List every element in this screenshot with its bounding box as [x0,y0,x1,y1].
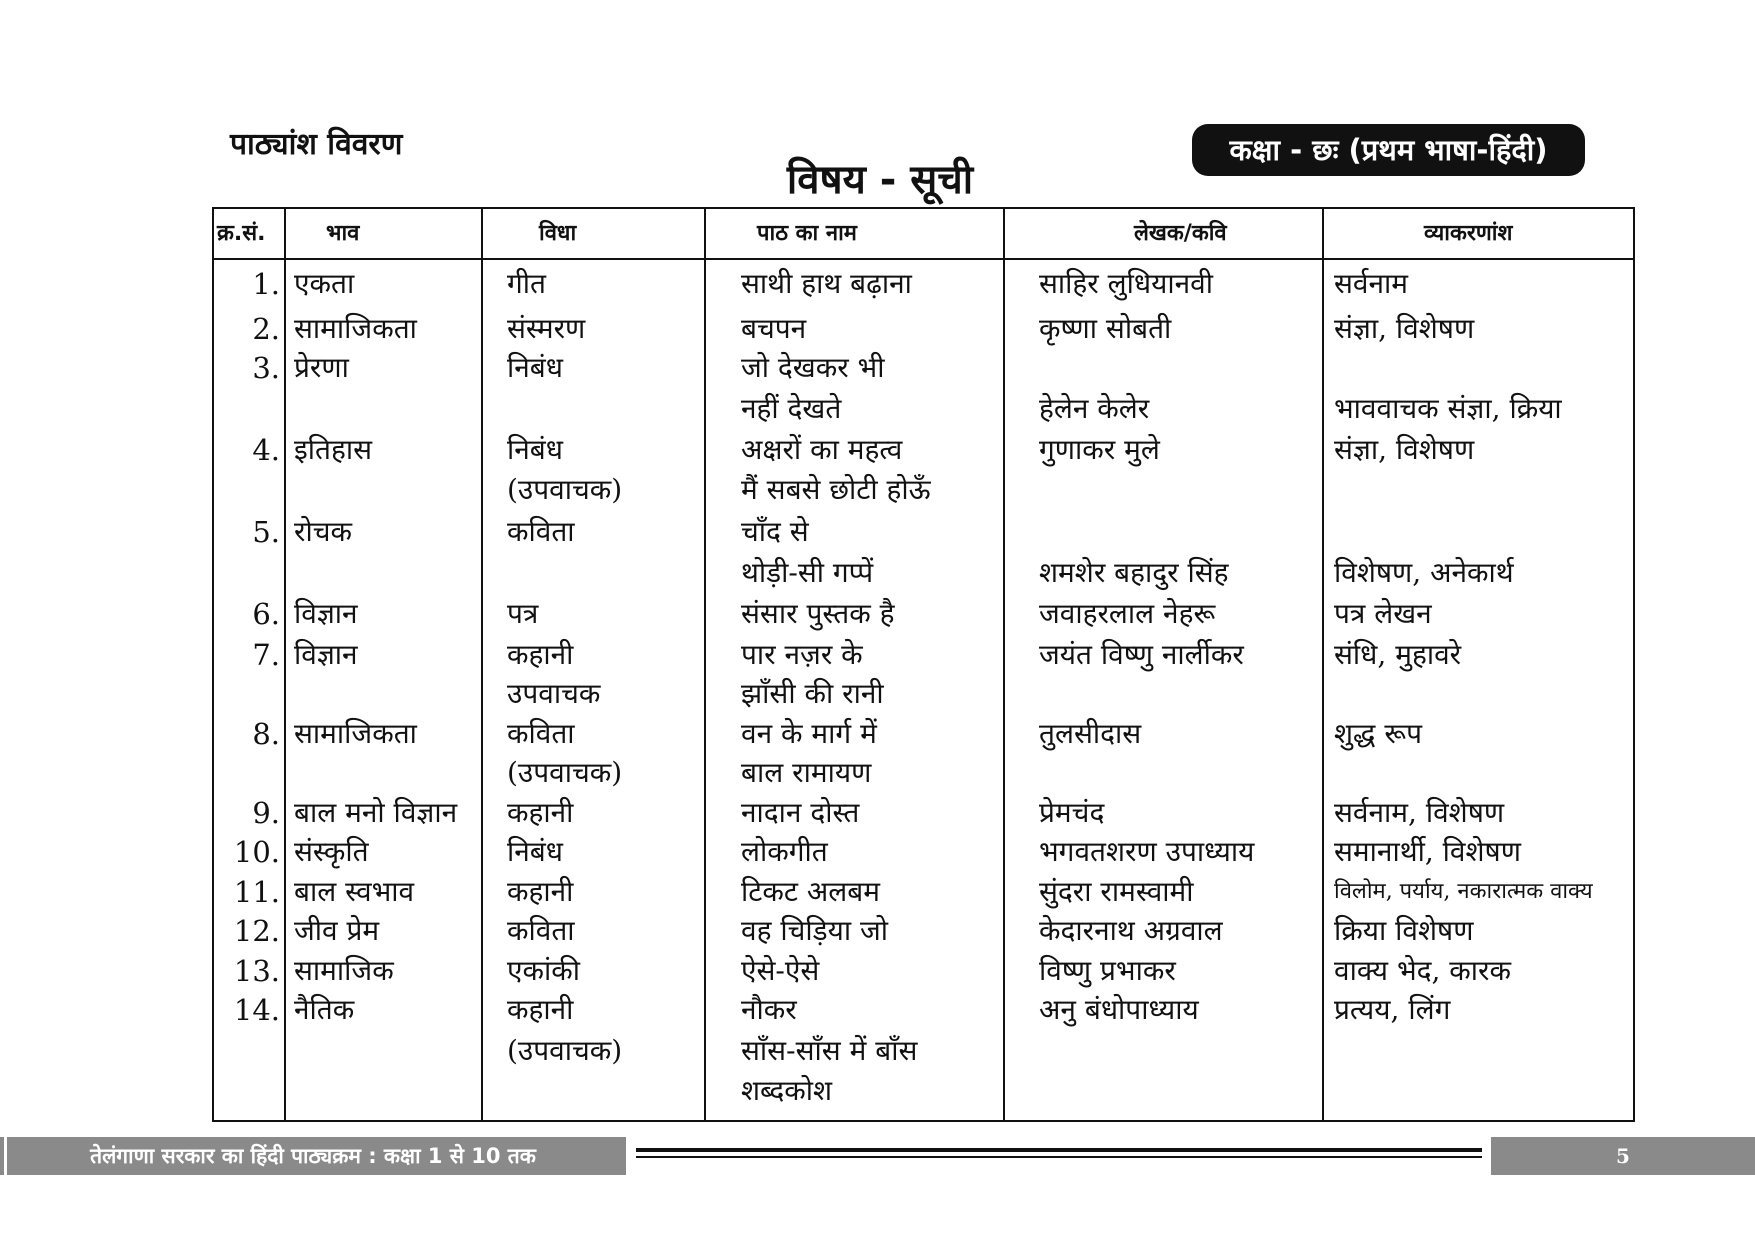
cell-lesson: चाँद से [741,515,809,548]
column-header-lesson: पाठ का नाम [757,221,857,246]
cell-theme: जीव प्रेम [294,914,380,947]
class-badge: कक्षा - छः (प्रथम भाषा-हिंदी) [1192,124,1585,176]
cell-lesson: बाल रामायण [741,756,872,789]
column-divider [704,209,706,1120]
cell-lesson: पार नज़र के [741,638,863,671]
cell-theme: बाल मनो विज्ञान [294,796,458,829]
cell-genre: कहानी [507,796,574,829]
cell-lesson: टिकट अलबम [741,875,880,908]
cell-author: हेलेन केलेर [1039,392,1150,425]
cell-serial: 14. [233,993,280,1027]
cell-author: भगवतशरण उपाध्याय [1039,835,1255,868]
cell-grammar: क्रिया विशेषण [1334,914,1474,947]
cell-genre: (उपवाचक) [507,473,623,506]
column-header-genre: विधा [539,221,577,246]
column-divider [481,209,483,1120]
cell-lesson: थोड़ी-सी गप्पें [741,556,874,589]
cell-lesson: साथी हाथ बढ़ाना [741,267,912,300]
cell-lesson: वह चिड़िया जो [741,914,889,947]
cell-lesson: ऐसे-ऐसे [741,954,820,987]
cell-lesson: बचपन [741,312,807,345]
cell-serial: 2. [252,312,280,346]
header-divider [214,258,1633,260]
cell-genre: कहानी [507,638,574,671]
cell-serial: 4. [252,433,280,467]
column-header-author: लेखक/कवि [1134,221,1227,246]
cell-grammar: संधि, मुहावरे [1334,638,1462,671]
cell-serial: 12. [233,914,280,948]
cell-lesson: लोकगीत [741,835,828,868]
column-divider [284,209,286,1120]
page-number: 5 [1491,1137,1755,1175]
cell-author: जयंत विष्णु नार्लीकर [1039,638,1244,671]
footer-rule-thick [636,1148,1482,1152]
cell-lesson: साँस-साँस में बाँस [741,1034,918,1067]
cell-author: गुणाकर मुले [1039,433,1160,466]
cell-grammar: समानार्थी, विशेषण [1334,835,1521,868]
column-header-grammar: व्याकरणांश [1424,221,1513,246]
footer-edge-stripe [4,1137,7,1175]
cell-genre: कहानी [507,993,574,1026]
cell-genre: उपवाचक [507,677,601,710]
cell-author: विष्णु प्रभाकर [1039,954,1176,987]
cell-grammar: वाक्य भेद, कारक [1334,954,1512,987]
cell-grammar: सर्वनाम [1334,267,1409,300]
cell-genre: कविता [507,717,575,750]
cell-serial: 1. [252,267,280,301]
cell-genre: निबंध [507,835,564,868]
cell-author: जवाहरलाल नेहरू [1039,597,1216,630]
column-header-serial: क्र.सं. [217,221,266,246]
cell-grammar: प्रत्यय, लिंग [1334,993,1451,1026]
cell-genre: एकांकी [507,954,580,987]
cell-theme: एकता [294,267,355,300]
cell-author: कृष्णा सोबती [1039,312,1172,345]
cell-theme: बाल स्वभाव [294,875,415,908]
page-title: विषय - सूची [786,157,974,203]
cell-lesson: नहीं देखते [741,392,842,425]
footer-curriculum-text: तेलंगाणा सरकार का हिंदी पाठ्यक्रम : कक्षा 1 से 10 तक [90,1144,536,1168]
footer-rule-thin [636,1156,1482,1158]
cell-serial: 5. [252,515,280,549]
cell-grammar: संज्ञा, विशेषण [1334,433,1475,466]
cell-genre: (उपवाचक) [507,756,623,789]
cell-grammar: पत्र लेखन [1334,597,1432,630]
column-divider [1003,209,1005,1120]
cell-theme: सामाजिक [294,954,394,987]
cell-serial: 10. [233,835,280,869]
cell-serial: 13. [233,954,280,988]
cell-author: अनु बंधोपाध्याय [1039,993,1199,1026]
cell-author: तुलसीदास [1039,717,1142,750]
cell-genre: निबंध [507,433,564,466]
cell-genre: पत्र [507,597,539,630]
contents-table [212,207,1635,1122]
cell-theme: इतिहास [294,433,373,466]
cell-theme: विज्ञान [294,597,358,630]
cell-serial: 6. [252,597,280,631]
cell-grammar: भाववाचक संज्ञा, क्रिया [1334,392,1562,425]
section-label: पाठ्यांश विवरण [230,127,403,162]
cell-genre: कविता [507,914,575,947]
cell-genre: (उपवाचक) [507,1034,623,1067]
cell-lesson: झाँसी की रानी [741,677,884,710]
cell-lesson: अक्षरों का महत्व [741,433,903,466]
cell-grammar: सर्वनाम, विशेषण [1334,796,1505,829]
footer-curriculum-bar [0,1137,626,1175]
cell-theme: प्रेरणा [294,351,349,384]
cell-genre: संस्मरण [507,312,586,345]
cell-lesson: शब्दकोश [741,1074,833,1107]
cell-serial: 3. [252,351,280,385]
cell-author: सुंदरा रामस्वामी [1039,875,1194,908]
cell-genre: गीत [507,267,546,300]
cell-author: शमशेर बहादुर सिंह [1039,556,1229,589]
cell-serial: 9. [252,796,280,830]
cell-grammar: विलोम, पर्याय, नकारात्मक वाक्य [1334,879,1593,904]
cell-theme: सामाजिकता [294,717,417,750]
cell-serial: 7. [252,638,280,672]
cell-lesson: नादान दोस्त [741,796,860,829]
column-header-theme: भाव [326,221,360,246]
cell-serial: 11. [233,875,280,909]
cell-theme: नैतिक [294,993,355,1026]
cell-author: साहिर लुधियानवी [1039,267,1213,300]
column-divider [1322,209,1324,1120]
cell-theme: रोचक [294,515,352,548]
cell-grammar: शुद्ध रूप [1334,717,1422,750]
cell-theme: सामाजिकता [294,312,417,345]
cell-genre: निबंध [507,351,564,384]
cell-lesson: नौकर [741,993,797,1026]
cell-grammar: संज्ञा, विशेषण [1334,312,1475,345]
cell-theme: विज्ञान [294,638,358,671]
cell-lesson: वन के मार्ग में [741,717,877,750]
cell-genre: कहानी [507,875,574,908]
cell-author: प्रेमचंद [1039,796,1105,829]
cell-genre: कविता [507,515,575,548]
cell-theme: संस्कृति [294,835,369,868]
cell-author: केदारनाथ अग्रवाल [1039,914,1223,947]
cell-lesson: संसार पुस्तक है [741,597,895,630]
cell-serial: 8. [252,717,280,751]
cell-lesson: मैं सबसे छोटी होऊँ [741,473,931,506]
cell-lesson: जो देखकर भी [741,351,885,384]
cell-grammar: विशेषण, अनेकार्थ [1334,556,1514,589]
